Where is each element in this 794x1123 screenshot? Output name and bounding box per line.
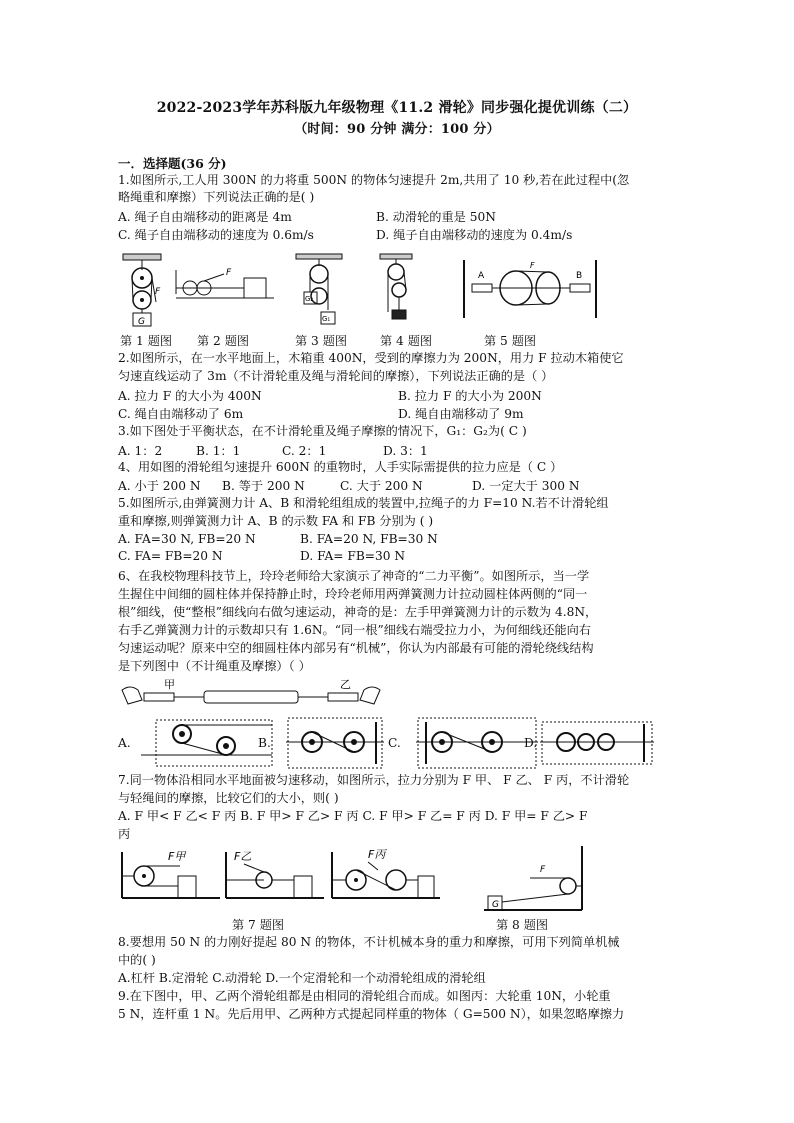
- fig1-caption: 第 1 题图: [120, 334, 173, 348]
- fig5-b-label: B: [576, 271, 583, 281]
- q5-option-b: B. FA=20 N, FB=30 N: [300, 532, 438, 546]
- fig3-g1-label: G₁: [322, 315, 331, 323]
- q6-option-a-letter: A.: [118, 736, 131, 750]
- question-3-line-1: 3.如下图处于平衡状态，在不计滑轮重及绳子摩擦的情况下，G₁：G₂为( C ): [118, 424, 527, 438]
- question-4-line-1: 4、用如图的滑轮组匀速提升 600N 的重物时，人手实际需提供的拉力应是（ C ）: [118, 460, 563, 474]
- fig7-jia-diagram: [122, 850, 220, 898]
- q5-option-c: C. FA= FB=20 N: [118, 549, 223, 563]
- q6-demo-figure: [118, 676, 388, 710]
- figure-3-pulley: [296, 254, 342, 324]
- fig7-yi-diagram: [226, 850, 324, 898]
- q4-option-a: A. 小于 200 N: [118, 479, 201, 493]
- fig7-bing-diagram: [332, 848, 440, 898]
- page-title: 2022-2023学年苏科版九年级物理《11.2 滑轮》同步强化提优训练（二）: [156, 100, 638, 116]
- question-7-line-1: 7.同一物体沿相同水平地面被匀速移动，如图所示，拉力分别为 F 甲、 F 乙、 F 丙，不计滑轮: [118, 773, 630, 787]
- section-heading: 一．选择题(36 分): [118, 156, 227, 171]
- q2-option-d: D. 绳自由端移动了 9m: [398, 407, 524, 421]
- question-6-line-3: 根”细线，使“整根”细线向右做匀速运动，神奇的是：左手甲弹簧测力计的示数为 4.8N，: [118, 605, 598, 619]
- left-hand-icon: [122, 687, 142, 704]
- q1-option-b: B. 动滑轮的重是 50N: [376, 210, 496, 224]
- q6-option-d-diagram: [540, 722, 654, 764]
- question-6-line-2: 生握住中间细的圆柱体并保持静止时，玲玲老师用两弹簧测力计拉动圆柱体两侧的“同一: [118, 587, 588, 601]
- figure-4-pulley: [380, 254, 412, 319]
- fig4-caption: 第 4 题图: [380, 334, 433, 348]
- page-subtitle: （时间：90 分钟 满分：100 分）: [294, 122, 500, 137]
- question-2-line-2: 匀速直线运动了 3m（不计滑轮重及绳与滑轮间的摩擦），下列说法正确的是（ ）: [118, 369, 554, 383]
- question-6-line-4: 右手乙弹簧测力计的示数却只有 1.6N。“同一根”细线右端受拉力小，为何细线还能向右: [118, 623, 591, 637]
- fig7-caption: 第 7 题图: [232, 918, 285, 932]
- fig2-caption: 第 2 题图: [197, 334, 250, 348]
- q1-option-c: C. 绳子自由端移动的速度为 0.6m/s: [118, 228, 314, 242]
- fig8-diagram: [484, 846, 582, 910]
- fig3-g2-label: G₂: [305, 295, 314, 303]
- q1-option-d: D. 绳子自由端移动的速度为 0.4m/s: [376, 228, 573, 242]
- question-8-line-2: 中的( ): [118, 953, 156, 967]
- question-6-line-1: 6、在我校物理科技节上，玲玲老师给大家演示了神奇的“二力平衡”。如图所示，当一学: [118, 569, 590, 583]
- fig5-caption: 第 5 题图: [484, 334, 537, 348]
- q3-option-b: B. 1：1: [196, 444, 241, 458]
- q2-option-c: C. 绳自由端移动了 6m: [118, 407, 244, 421]
- fig7-f-yi: F乙: [234, 850, 252, 863]
- question-8-line-3: A.杠杆 B.定滑轮 C.动滑轮 D.一个定滑轮和一个动滑轮组成的滑轮组: [118, 971, 486, 985]
- fig1-g-label: G: [138, 317, 145, 327]
- q6-option-c-diagram: [416, 718, 538, 768]
- right-hand-icon: [360, 687, 380, 704]
- fig8-f-label: F: [540, 865, 546, 875]
- q2-option-b: B. 拉力 F 的大小为 200N: [398, 389, 542, 403]
- q1-option-a: A. 绳子自由端移动的距离是 4m: [118, 210, 292, 224]
- question-2-line-1: 2.如图所示，在一水平地面上，木箱重 400N，受到的摩擦力为 200N，用力 F 拉动木箱使它: [118, 351, 624, 365]
- q6-jia-label: 甲: [164, 678, 175, 691]
- question-8-line-1: 8.要想用 50 N 的力刚好提起 80 N 的物体，不计机械本身的重力和摩擦，可用下列简单机械: [118, 935, 620, 949]
- fig1-f-label: F: [155, 287, 161, 297]
- fig7-f-jia: F甲: [168, 850, 186, 863]
- q5-option-a: A. FA=30 N, FB=20 N: [118, 532, 256, 546]
- q6-option-figures: [136, 714, 684, 770]
- fig8-caption: 第 8 题图: [496, 918, 549, 932]
- fig3-caption: 第 3 题图: [295, 334, 348, 348]
- question-5-line-2: 重和摩擦,则弹簧测力计 A、B 的示数 FA 和 FB 分别为 ( ): [118, 514, 434, 528]
- q3-option-a: A. 1：2: [118, 444, 163, 458]
- q6-option-a-diagram: [141, 720, 272, 766]
- figure-1-pulley: [123, 254, 161, 327]
- fig2-f-label: F: [226, 268, 232, 278]
- fig8-g-label: G: [492, 900, 499, 910]
- fig7-f-bing: F丙: [368, 848, 386, 861]
- question-7-line-4: 丙: [118, 827, 131, 841]
- question-1-line-1: 1.如图所示,工人用 300N 的力将重 500N 的物体匀速提升 2m,共用了 10 秒,若在此过程中(忽: [118, 173, 630, 187]
- q4-option-b: B. 等于 200 N: [222, 479, 305, 493]
- q3-option-d: D. 3：1: [383, 444, 428, 458]
- figure-2-pulley: [176, 268, 274, 298]
- question-6-line-5: 匀速运动呢？原来中空的细圆柱体内部另有“机械”，你认为内部最有可能的滑轮绕线结构: [118, 641, 594, 655]
- q5-option-d: D. FA= FB=30 N: [300, 549, 406, 563]
- q6-option-b-diagram: [286, 718, 384, 768]
- q6-option-c-letter: C.: [388, 736, 401, 750]
- fig5-a-label: A: [478, 271, 485, 281]
- q4-option-c: C. 大于 200 N: [340, 479, 423, 493]
- q6-yi-label: 乙: [340, 678, 351, 691]
- question-6-line-6: 是下列图中（不计绳重及摩擦）（ ）: [118, 659, 311, 673]
- figure-5-pulley: [464, 260, 596, 318]
- q6-option-b-letter: B.: [258, 736, 271, 750]
- question-5-line-1: 5.如图所示,由弹簧测力计 A、B 和滑轮组组成的装置中,拉绳子的力 F=10 N.若不计滑轮组: [118, 496, 609, 510]
- question-9-line-1: 9.在下图中，甲、乙两个滑轮组都是由相同的滑轮组合而成。如图丙：大轮重 10N，小轮重: [118, 989, 611, 1003]
- figures-row-1: [118, 250, 684, 330]
- question-9-line-2: 5 N，连杆重 1 N。先后用甲、乙两种方式提起同样重的物体（ G=500 N），如果忽略摩擦力: [118, 1007, 625, 1021]
- question-1-line-2: 略绳重和摩擦）下列说法正确的是( ): [118, 190, 315, 204]
- figures-row-2: [118, 842, 684, 914]
- q3-option-c: C. 2：1: [282, 444, 327, 458]
- q6-option-d-letter: D.: [524, 736, 538, 750]
- q2-option-a: A. 拉力 F 的大小为 400N: [118, 389, 262, 403]
- question-7-line-2: 与轻绳间的摩擦，比较它们的大小，则( ): [118, 791, 339, 805]
- q4-option-d: D. 一定大于 300 N: [472, 479, 580, 493]
- fig5-f-label: F: [530, 261, 535, 270]
- question-7-line-3: A. F 甲< F 乙< F 丙 B. F 甲> F 乙> F 丙 C. F 甲> F 乙= F 丙 D. F 甲= F 乙> F: [118, 809, 588, 823]
